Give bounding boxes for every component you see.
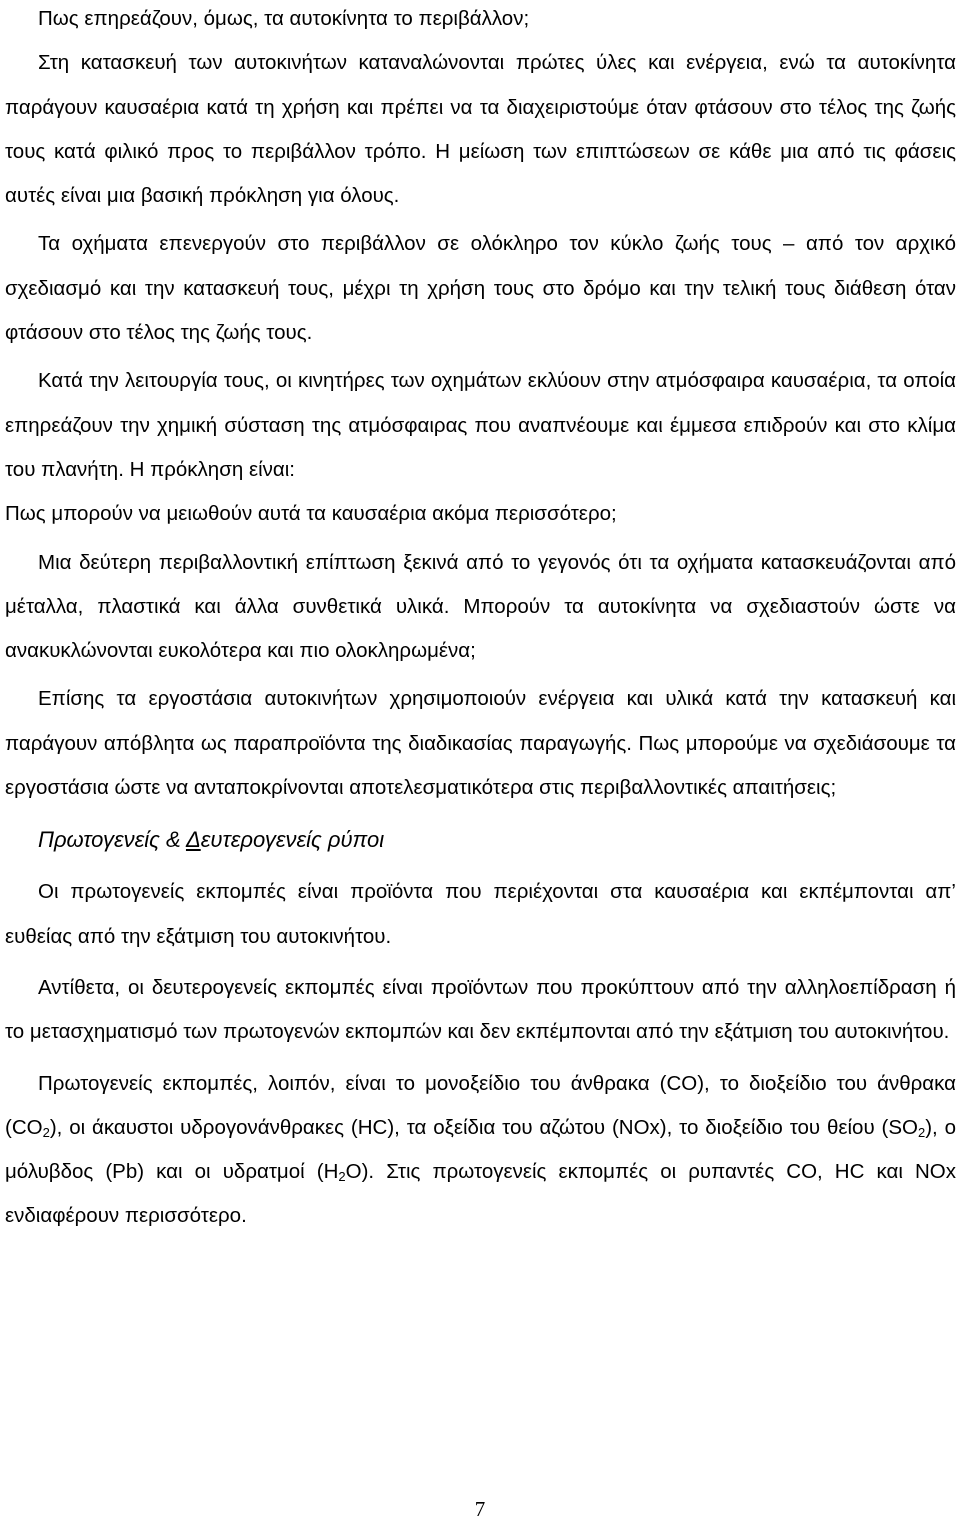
- body-paragraph-4: Μια δεύτερη περιβαλλοντική επίπτωση ξεκινά από το γεγονός ότι τα οχήματα κατασκευάζονται από μέταλλα, πλαστικά και άλλα συνθετικά υλικά. Μπορούν τα αυτοκίνητα να σχεδιαστούν ώστε να ανακυκλώνονται ευκολότερα και πιο ολοκληρωμένα;: [5, 550, 956, 663]
- question-paragraph: Πως επηρεάζουν, όμως, τα αυτοκίνητα το περιβάλλον;: [38, 7, 530, 30]
- list-text-c: ), ο μόλυβδος (Pb) και οι υδρατμοί (H: [5, 1115, 956, 1184]
- secondary-emissions-definition: Αντίθετα, οι δευτερογενείς εκπομπές είναι προϊόντων που προκύπτουν από την αλληλοεπίδραση ή το μετασχηματισμό των πρωτογενών εκπομπών και δεν εκπέμπονται από την εξάτμιση του αυτοκινήτου.: [5, 975, 956, 1044]
- question-paragraph-2: Πως μπορούν να μειωθούν αυτά τα καυσαέρια ακόμα περισσότερο;: [5, 502, 617, 526]
- section-heading: [5, 818, 956, 862]
- list-text-b: ), οι άκαυστοι υδρογονάνθρακες (HC), τα οξείδια του αζώτου (NOx), το διοξείδιο του θείου (SO: [49, 1115, 918, 1139]
- body-paragraph-3: Κατά την λειτουργία τους, οι κινητήρες των οχημάτων εκλύουν στην ατμόσφαιρα καυσαέρια, τα οποία επηρεάζουν την χημική σύσταση της ατμόσφαιρας που αναπνέουμε και έμμεσα επιδρούν και στο κλίμα του πλανήτη. Η πρόκληση είναι:: [5, 369, 956, 481]
- page-number: 7: [474, 1497, 486, 1521]
- so2-subscript: 2: [917, 1124, 926, 1140]
- primary-emissions-definition: Οι πρωτογενείς εκπομπές είναι προϊόντα που περιέχονται στα καυσαέρια και εκπέμπονται απ’ ευθείας από την εξάτμιση του αυτοκινήτου.: [5, 880, 956, 948]
- list-text-a: Πρωτογενείς εκπομπές, λοιπόν, είναι το μονοξείδιο του άνθρακα (CO), το διοξείδιο του άνθρακα (CO: [5, 1071, 956, 1139]
- body-paragraph-2: Τα οχήματα επενεργούν στο περιβάλλον σε ολόκληρο τον κύκλο ζωής τους – από τον αρχικό σχεδιασμό και την κατασκευή τους, μέχρι τη χρήση τους στο δρόμο και την τελική τους διάθεση όταν φτάσουν στο τέλος της ζωής τους.: [5, 232, 956, 345]
- body-paragraph-5: Επίσης τα εργοστάσια αυτοκινήτων χρησιμοποιούν ενέργεια και υλικά κατά την κατασκευή και παράγουν απόβλητα ως παραπροϊόντα της διαδικασίας παραγωγής. Πως μπορούμε να σχεδιάσουμε τα εργοστάσια ώστε να ανταποκρίνονται αποτελεσματικότερα στις περιβαλλοντικές απαιτήσεις;: [5, 687, 956, 800]
- section-heading-part1: Πρωτογενείς &: [38, 827, 186, 853]
- section-heading-underlined-letter: Δ: [185, 827, 201, 853]
- co2-subscript: 2: [42, 1124, 50, 1140]
- h2o-subscript: 2: [338, 1169, 346, 1185]
- list-text-d: O). Στις πρωτογενείς εκπομπές οι ρυπαντές CO, HC και NOx ενδιαφέρουν περισσότερο.: [5, 1160, 956, 1228]
- primary-emissions-list: [5, 1062, 956, 1239]
- document-page: [5, 0, 956, 1239]
- section-heading-part3: ευτερογενείς ρύποι: [200, 827, 385, 853]
- body-paragraph-1: Στη κατασκευή των αυτοκινήτων καταναλώνονται πρώτες ύλες και ενέργεια, ενώ τα αυτοκίνητα παράγουν καυσαέρια κατά τη χρήση και πρέπει να τα διαχειριστούμε όταν φτάσουν στο τέλος της ζωής τους κατά φιλικό προς το περιβάλλον τρόπο. Η μείωση των επιπτώσεων σε κάθε μια από τις φάσεις αυτές είναι μια βασική πρόκληση για όλους.: [5, 51, 956, 208]
